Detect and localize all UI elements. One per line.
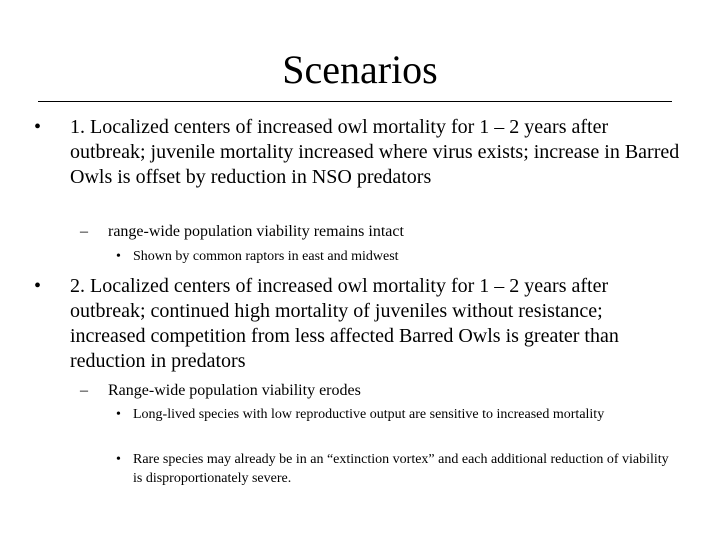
slide-title: Scenarios [282,47,438,92]
sub-bullet-text: Range-wide population viability erodes [108,382,361,399]
dash-marker: – [80,382,88,399]
sub-bullet-text: range-wide population viability remains intact [108,223,404,240]
bullet-marker: • [116,249,121,264]
bullet-item-2 [34,274,680,374]
sub-sub-bullet-text: Shown by common raptors in east and midwest [133,249,399,264]
bullet-marker: • [116,407,121,422]
bullet-text: 1. Localized centers of increased owl mortality for 1 – 2 years after outbreak; juvenile mortality increased where virus exists; increase in Barred Owls is offset by reduction in NSO predators [70,116,680,188]
bullet-marker: • [116,452,121,467]
dash-marker: – [80,223,88,240]
sub-sub-bullet-item-3 [116,450,678,488]
sub-bullet-item-1 [80,222,678,242]
sub-sub-bullet-text: Long-lived species with low reproductive output are sensitive to increased mortality [133,407,605,422]
bullet-item-1 [34,115,680,190]
bullet-marker: • [34,275,42,297]
sub-sub-bullet-item-1 [116,247,678,266]
sub-sub-bullet-text: Rare species may already be in an “extinction vortex” and each additional reduction of viability is disproportionately severe. [133,452,669,486]
sub-sub-bullet-item-2 [116,405,678,424]
sub-bullet-item-2 [80,381,678,401]
title-divider [38,101,672,102]
bullet-text: 2. Localized centers of increased owl mortality for 1 – 2 years after outbreak; continued high mortality of juveniles without resistance; increased competition from less affected Barred Owls is greater than reduction in predators [70,275,619,372]
bullet-marker: • [34,116,42,138]
